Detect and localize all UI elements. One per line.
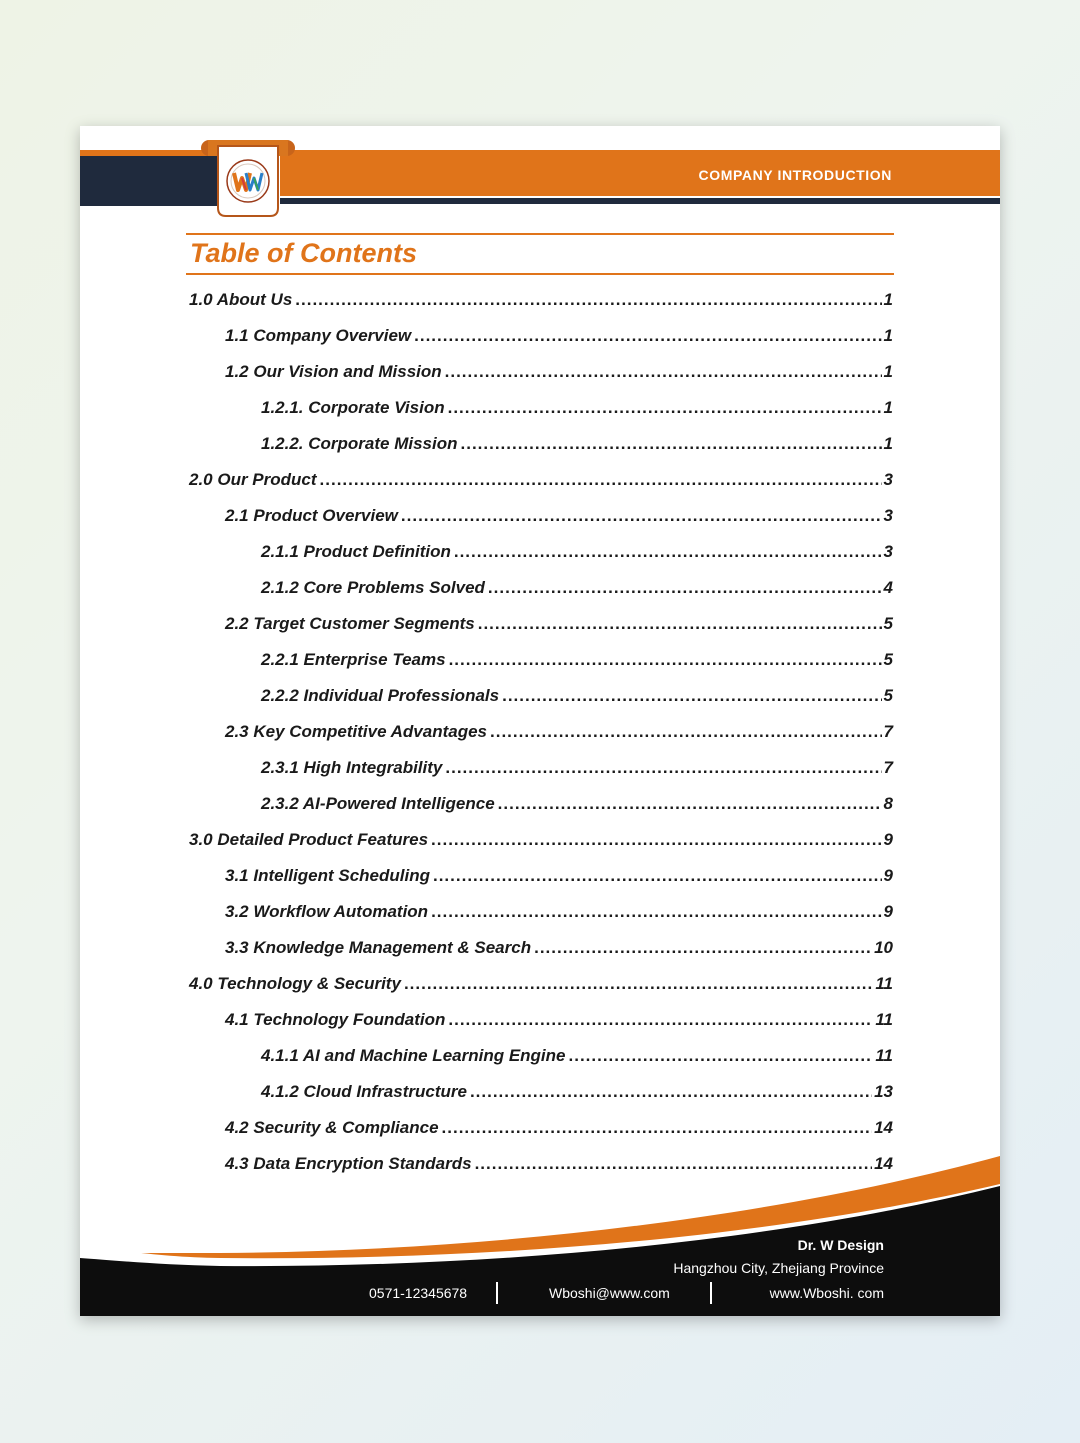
toc-entry[interactable] (189, 326, 893, 362)
toc-dot-leader (401, 506, 882, 526)
toc-dot-leader (320, 470, 882, 490)
toc-entry[interactable] (189, 758, 893, 794)
toc-entry-label: 2.1 Product Overview (225, 506, 398, 525)
toc-entry-label: 1.2 Our Vision and Mission (225, 362, 442, 381)
toc-entry[interactable] (189, 686, 893, 722)
header-navy-line (280, 198, 1000, 204)
header-orange-band (280, 150, 1000, 196)
toc-entry-page: 11 (875, 1010, 893, 1029)
footer-company-name: Dr. W Design (797, 1237, 884, 1253)
toc-entry[interactable] (189, 398, 893, 434)
toc-dot-leader (502, 686, 881, 706)
toc-dot-leader (445, 362, 882, 382)
ww-logo-icon (198, 138, 298, 220)
toc-entry-page: 9 (883, 866, 893, 885)
title-rule-bottom (186, 273, 894, 275)
toc-dot-leader (490, 722, 882, 742)
toc-dot-leader (431, 830, 882, 850)
toc-entry-label: 3.1 Intelligent Scheduling (225, 866, 430, 885)
toc-dot-leader (448, 398, 882, 418)
toc-entry-page: 8 (883, 794, 893, 813)
toc-entry-page: 1 (883, 398, 893, 417)
toc-entry-page: 1 (883, 290, 893, 309)
toc-entry[interactable] (189, 470, 893, 506)
toc-entry-page: 7 (883, 758, 893, 777)
toc-entry[interactable] (189, 1046, 893, 1082)
toc-entry-page: 5 (883, 650, 893, 669)
toc-entry-page: 1 (883, 434, 893, 453)
document-page (80, 126, 1000, 1316)
toc-dot-leader (569, 1046, 874, 1066)
toc-entry-label: 3.0 Detailed Product Features (189, 830, 429, 849)
toc-dot-leader (461, 434, 882, 454)
footer-separator (496, 1282, 498, 1304)
toc-entry-label: 2.2.1 Enterprise Teams (261, 650, 446, 669)
toc-dot-leader (442, 1118, 873, 1138)
toc-entry-page: 14 (874, 1118, 893, 1137)
toc-entry[interactable] (189, 362, 893, 398)
toc-entry[interactable] (189, 902, 893, 938)
toc-entry[interactable] (189, 830, 893, 866)
toc-dot-leader (498, 794, 882, 814)
toc-entry[interactable] (189, 650, 893, 686)
toc-entry-page: 5 (883, 686, 893, 705)
toc-entry[interactable] (189, 974, 893, 1010)
toc-entry-page: 1 (883, 326, 893, 345)
toc-entry[interactable] (189, 1010, 893, 1046)
toc-entry[interactable] (189, 506, 893, 542)
toc-entry-page: 3 (883, 542, 893, 561)
toc-dot-leader (454, 542, 882, 562)
toc-entry-label: 4.1.2 Cloud Infrastructure (261, 1082, 467, 1101)
toc-entry-label: 1.2.2. Corporate Mission (261, 434, 458, 453)
toc-entry[interactable] (189, 542, 893, 578)
toc-entry-page: 3 (883, 506, 893, 525)
toc-dot-leader (534, 938, 872, 958)
footer-separator (710, 1282, 712, 1304)
toc-dot-leader (445, 758, 881, 778)
toc-entry-page: 11 (875, 974, 893, 993)
toc-entry-page: 1 (883, 362, 893, 381)
toc-entry-label: 1.1 Company Overview (225, 326, 412, 345)
toc-entry[interactable] (189, 938, 893, 974)
toc-entry[interactable] (189, 794, 893, 830)
toc-entry[interactable] (189, 866, 893, 902)
toc-entry[interactable] (189, 614, 893, 650)
toc-entry-label: 2.1.1 Product Definition (261, 542, 451, 561)
toc-entry-label: 2.3.1 High Integrability (261, 758, 443, 777)
toc-entry-page: 9 (883, 830, 893, 849)
toc-entry-label: 2.2 Target Customer Segments (225, 614, 475, 633)
toc-dot-leader (449, 650, 882, 670)
toc-entry-page: 11 (875, 1046, 893, 1065)
footer-website[interactable]: www.Wboshi. com (769, 1285, 884, 1301)
toc-entry[interactable] (189, 1082, 893, 1118)
toc-entry-label: 1.2.1. Corporate Vision (261, 398, 445, 417)
toc-dot-leader (404, 974, 873, 994)
toc-entry[interactable] (189, 722, 893, 758)
toc-entry-page: 3 (883, 470, 893, 489)
toc-entry-label: 4.0 Technology & Security (189, 974, 401, 993)
toc-entry-page: 5 (883, 614, 893, 633)
title-rule-top (186, 233, 894, 235)
toc-entry-label: 2.1.2 Core Problems Solved (261, 578, 485, 597)
toc-entry-label: 4.1.1 AI and Machine Learning Engine (261, 1046, 566, 1065)
toc-entry-label: 4.2 Security & Compliance (225, 1118, 439, 1137)
toc-entry-label: 2.0 Our Product (189, 470, 317, 489)
toc-dot-leader (488, 578, 882, 598)
toc-dot-leader (295, 290, 881, 310)
toc-dot-leader (414, 326, 881, 346)
footer-email[interactable]: Wboshi@www.com (549, 1285, 670, 1301)
toc-entry-label: 2.2.2 Individual Professionals (261, 686, 500, 705)
toc-dot-leader (431, 902, 881, 922)
toc-dot-leader (433, 866, 882, 886)
footer-phone: 0571-12345678 (369, 1285, 468, 1301)
toc-dot-leader (470, 1082, 872, 1102)
toc-dot-leader (448, 1010, 873, 1030)
toc-entry-page: 14 (874, 1154, 893, 1173)
toc-entry[interactable] (189, 434, 893, 470)
toc-entry-label: 4.1 Technology Foundation (225, 1010, 446, 1029)
toc-entry-label: 3.2 Workflow Automation (225, 902, 429, 921)
toc-entry-page: 9 (883, 902, 893, 921)
toc-entry-page: 7 (883, 722, 893, 741)
toc-entry-page: 10 (874, 938, 893, 957)
toc-dot-leader (478, 614, 882, 634)
toc-entry-label: 2.3 Key Competitive Advantages (225, 722, 488, 741)
footer-address: Hangzhou City, Zhejiang Province (673, 1260, 884, 1276)
toc-entry-label: 3.3 Knowledge Management & Search (225, 938, 532, 957)
toc-entry-label: 2.3.2 AI-Powered Intelligence (261, 794, 495, 813)
toc-title: Table of Contents (190, 238, 417, 268)
header-title: COMPANY INTRODUCTION (698, 167, 892, 183)
toc-entry-label: 4.3 Data Encryption Standards (225, 1154, 472, 1173)
toc-entry-page: 13 (874, 1082, 893, 1101)
toc-entry[interactable] (189, 578, 893, 614)
toc-list (189, 290, 893, 1190)
toc-entry-page: 4 (883, 578, 893, 597)
toc-entry-label: 1.0 About Us (189, 290, 293, 309)
toc-entry[interactable] (189, 290, 893, 326)
company-logo (198, 138, 298, 220)
